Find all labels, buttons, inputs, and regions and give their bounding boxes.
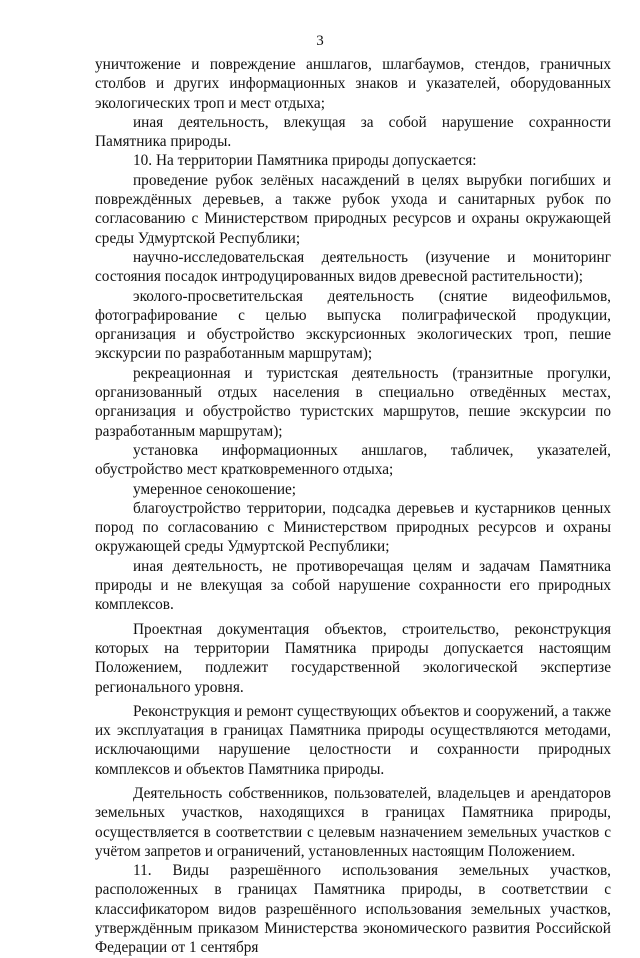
paragraph-reconstruction-repair: Реконструкция и ремонт существующих объектов и сооружений, а также их эксплуатация в границах Памятника природы осуществляются методами, исключающими нарушение целостности и сохранности природных комплексов и объектов Памятника природы. <box>95 702 611 778</box>
paragraph-allowed-education: эколого-просветительская деятельность (снятие видеофильмов, фотографирование с целью выпуска полиграфической продукции, организация и обустройство экскурсионных экологических троп, пешие экскурсии по разработанным маршрутам); <box>95 287 611 363</box>
paragraph-land-owners-activity: Деятельность собственников, пользователей, владельцев и арендаторов земельных участков, находящихся в границах Памятника природы, осуществляется в соответствии с целевым назначением земельных участков с учётом запретов и ограничений, установленных настоящим Положением. <box>95 784 611 860</box>
paragraph-allowed-felling: проведение рубок зелёных насаждений в целях вырубки погибших и повреждённых деревьев, а также рубок ухода и санитарных рубок по согласованию с Министерством природных ресурсов и охраны окружающей среды Удмуртской Республики; <box>95 171 611 247</box>
paragraph-project-documentation: Проектная документация объектов, строительство, реконструкция которых на территории Памятника природы допускается настоящим Положением, подлежит государственной экологической экспертизе регионального уровня. <box>95 620 611 696</box>
page-number: 3 <box>316 33 324 49</box>
paragraph-prohibition-destruction-signs: уничтожение и повреждение аншлагов, шлагбаумов, стендов, граничных столбов и других информационных знаков и указателей, оборудованных экологических троп и мест отдыха; <box>95 56 611 112</box>
paragraph-allowed-research: научно-исследовательская деятельность (изучение и мониторинг состояния посадок интродуцированных видов древесной растительности); <box>95 248 611 286</box>
paragraph-allowed-recreation: рекреационная и туристская деятельность (транзитные прогулки, организованный отдых населения в специально отведённых местах, организация и обустройство туристских маршрутов, пешие экскурсии по разработанным маршрутам); <box>95 364 611 440</box>
paragraph-allowed-haymaking: умеренное сенокошение; <box>133 480 297 498</box>
paragraph-section-11-land-use: 11. Виды разрешённого использования земельных участков, расположенных в границах Памятника природы, в соответствии с классификатором видов разрешённого использования земельных участков, утверждённым приказом Министерства экономического развития Российской Федерации от 1 сентября <box>95 862 611 957</box>
paragraph-allowed-signage: установка информационных аншлагов, табличек, указателей, обустройство мест кратковременного отдыха; <box>95 441 611 479</box>
paragraph-prohibition-other-activity: иная деятельность, влекущая за собой нарушение сохранности Памятника природы. <box>95 113 611 151</box>
document-body <box>95 55 611 958</box>
paragraph-allowed-landscaping: благоустройство территории, подсадка деревьев и кустарников ценных пород по согласованию с Министерством природных ресурсов и охраны окружающей среды Удмуртской Республики; <box>95 499 611 556</box>
paragraph-allowed-other: иная деятельность, не противоречащая целям и задачам Памятника природы и не влекущая за собой нарушение сохранности его природных комплексов. <box>95 557 611 614</box>
paragraph-section-10-heading: 10. На территории Памятника природы допускается: <box>133 152 477 170</box>
